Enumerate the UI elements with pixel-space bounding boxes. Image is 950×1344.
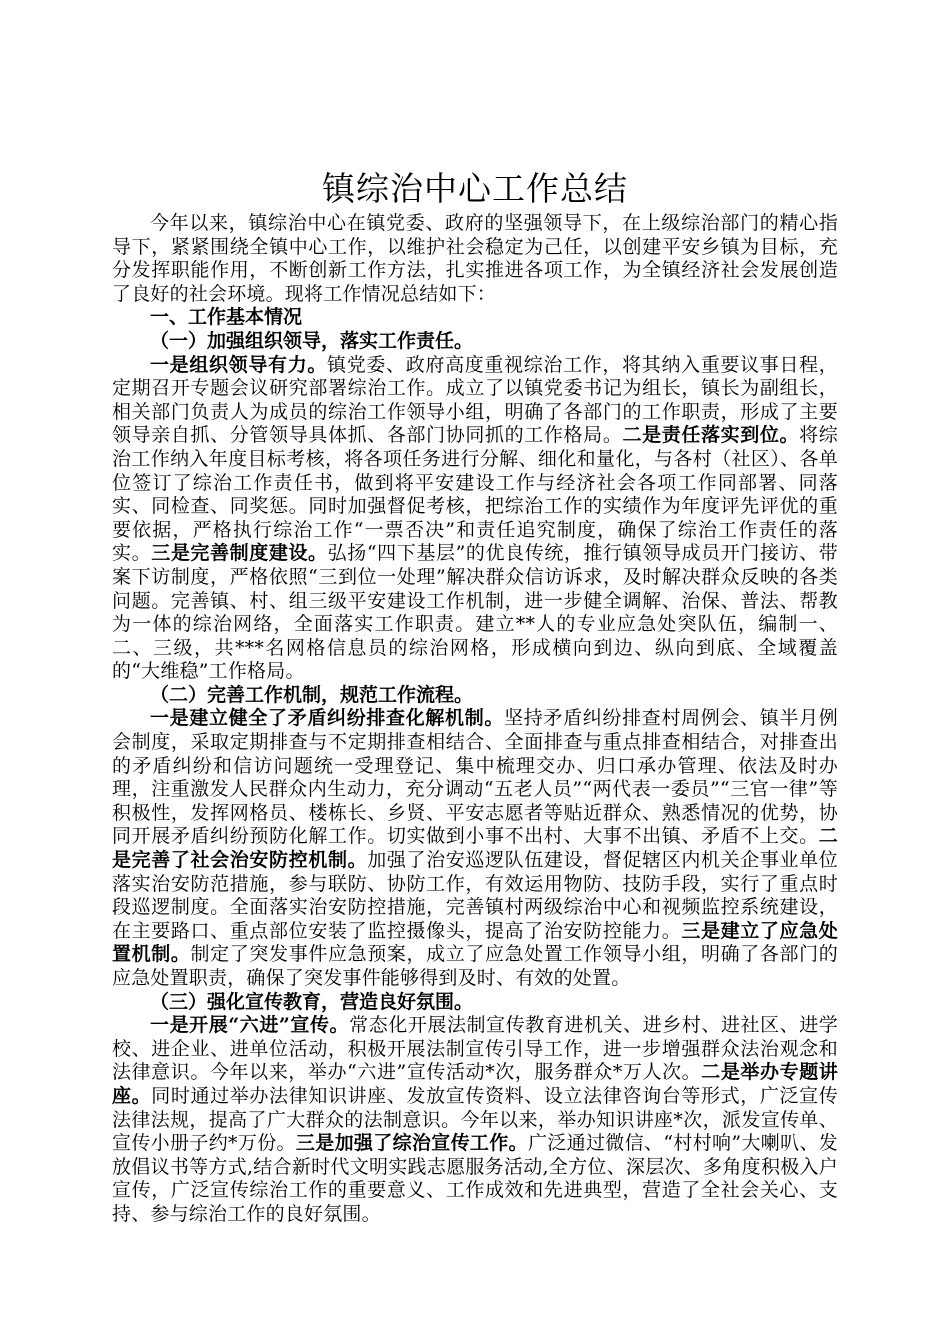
bold-lead-publicity-3: 三是加强了综治宣传工作。 bbox=[295, 1132, 528, 1155]
paragraph-text-organization-2: 将综治工作纳入年度目标考核，将各项任务进行分解、细化和量化，与各村（社区）、各单位签订了综治工作责任书，做到将平安建设工作与经济社会各项工作同部署、同落实、同检查、同奖惩。同时加强督促考核，把综治工作的实绩作为年度评先评优的重要依据，严格执行综治工作“一票否决”和责任追究制度，确保了综治工作责任的落实。 bbox=[112, 424, 838, 565]
section-heading-work-situation: 一、工作基本情况 bbox=[150, 306, 303, 329]
bold-lead-organization-1: 一是组织领导有力。 bbox=[150, 353, 328, 376]
paragraph-publicity bbox=[112, 1014, 838, 1226]
bold-lead-organization-3: 三是完善制度建设。 bbox=[151, 542, 328, 565]
paragraph-text-organization-1: 镇党委、政府高度重视综治工作，将其纳入重要议事日程，定期召开专题会议研究部署综治工作。成立了以镇党委书记为组长，镇长为副组长，相关部门负责人为成员的综治工作领导小组，明确了各部门的工作职责，形成了主要领导亲自抓、分管领导具体抓、各部门协同抓的工作格局。 bbox=[112, 353, 839, 447]
paragraph-text-publicity-2: 同时通过举办法律知识讲座、发放宣传资料、设立法律咨询台等形式，广泛宣传法律法规，提高了广大群众的法制意识。今年以来，举办知识讲座*次，派发宣传单、宣传小册子约*万份。 bbox=[112, 1084, 838, 1155]
bold-lead-publicity-1: 一是开展“六进”宣传。 bbox=[150, 1014, 350, 1037]
document-title: 镇综治中心工作总结 bbox=[322, 169, 628, 208]
document-page bbox=[112, 166, 838, 1227]
bold-lead-publicity-2: 二是举办专题讲座。 bbox=[112, 1061, 838, 1107]
subsection-heading-publicity: （三）强化宣传教育，营造良好氛围。 bbox=[150, 990, 474, 1013]
paragraph-text-organization-3: 弘扬“四下基层”的优良传统，推行镇领导成员开门接访、带案下访制度，严格依照“三到位一处理”解决群众信访诉求，及时解决群众反映的各类问题。完善镇、村、组三级平安建设工作机制，进一步健全调解、治保、普法、帮教为一体的综治网络，全面落实工作职责。建立**人的专业应急处突队伍，编制一、二、三级，共***名网格信息员的综治网格，形成横向到边、纵向到底、全域覆盖的“大维稳”工作格局。 bbox=[112, 542, 838, 683]
paragraph-text-mechanism-2: 加强了治安巡逻队伍建设，督促辖区内机关企事业单位落实治安防范措施，参与联防、协防工作，有效运用物防、技防手段，实行了重点时段巡逻制度。全面落实治安防控措施，完善镇村两级综治中心和视频监控系统建设，在主要路口、重点部位安装了监控摄像头，提高了治安防控能力。 bbox=[112, 849, 838, 942]
bold-lead-mechanism-2: 二是完善了社会治安防控机制。 bbox=[112, 825, 838, 872]
bold-lead-mechanism-1: 一是建立健全了矛盾纠纷排查化解机制。 bbox=[150, 707, 505, 730]
paragraph-mechanism bbox=[112, 707, 838, 990]
intro-paragraph: 今年以来，镇综治中心在镇党委、政府的坚强领导下，在上级综治部门的精心指导下，紧紧围绕全镇中心工作，以维护社会稳定为己任，以创建平安乡镇为目标，充分发挥职能作用，不断创新工作方法，扎实推进各项工作，为全镇经济社会发展创造了良好的社会环境。现将工作情况总结如下： bbox=[112, 212, 838, 305]
bold-lead-organization-2: 二是责任落实到位。 bbox=[622, 424, 800, 447]
paragraph-text-publicity-3: 广泛通过微信、“村村响”大喇叭、发放倡议书等方式,结合新时代文明实践志愿服务活动,全方位、深层次、多角度积极入户宣传，广泛宣传综治工作的重要意义、工作成效和先进典型，营造了全社会关心、支持、参与综治工作的良好氛围。 bbox=[112, 1132, 838, 1225]
bold-lead-mechanism-3: 三是建立了应急处置机制。 bbox=[112, 919, 838, 966]
paragraph-text-mechanism-3: 制定了突发事件应急预案，成立了应急处置工作领导小组，明确了各部门的应急处置职责，确保了突发事件能够得到及时、有效的处置。 bbox=[112, 943, 838, 989]
paragraph-organization bbox=[112, 354, 838, 684]
paragraph-text-mechanism-1: 坚持矛盾纠纷排查村周例会、镇半月例会制度，采取定期排查与不定期排查相结合、全面排查与重点排查相结合，对排查出的矛盾纠纷和信访问题统一受理登记、集中梳理交办、归口承办管理、依法及时办理，注重激发人民群众内生动力，充分调动“五老人员”“两代表一委员”“三官一律”等积极性，发挥网格员、楼栋长、乡贤、平安志愿者等贴近群众、熟悉情况的优势，协同开展矛盾纠纷预防化解工作。切实做到小事不出村、大事不出镇、矛盾不上交。 bbox=[112, 707, 839, 848]
subsection-heading-mechanism: （二）完善工作机制，规范工作流程。 bbox=[150, 683, 474, 706]
subsection-heading-organization: （一）加强组织领导，落实工作责任。 bbox=[150, 329, 474, 352]
paragraph-text-publicity-1: 常态化开展法制宣传教育进机关、进乡村、进社区、进学校、进企业、进单位活动，积极开展法制宣传引导工作，进一步增强群众法治观念和法律意识。今年以来，举办“六进”宣传活动*次，服务群众*万人次。 bbox=[112, 1014, 838, 1084]
